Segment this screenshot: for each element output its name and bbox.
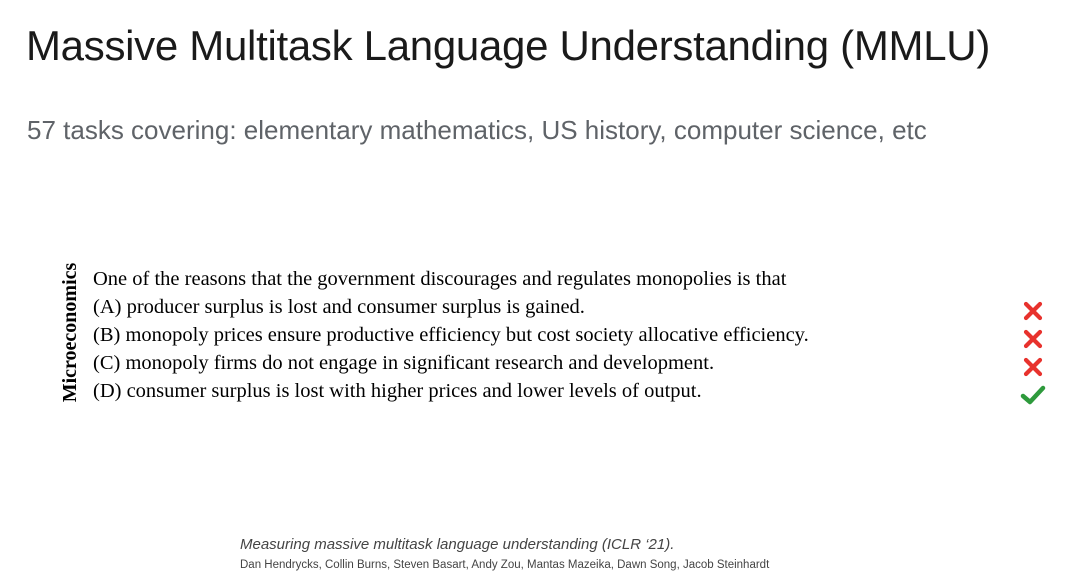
option-a: (A) producer surplus is lost and consumer surplus is gained. — [93, 296, 585, 318]
citation-reference: Measuring massive multitask language understanding (ICLR ‘21). — [240, 536, 675, 553]
cross-icon — [1022, 356, 1044, 378]
option-b-cross-icon — [1018, 325, 1048, 353]
check-icon — [1020, 384, 1046, 406]
option-a-cross-icon — [1018, 297, 1048, 325]
option-b: (B) monopoly prices ensure productive efficiency but cost society allocative efficiency. — [93, 324, 809, 346]
option-c-cross-icon — [1018, 353, 1048, 381]
question-block — [93, 265, 809, 405]
cross-icon — [1022, 300, 1044, 322]
citation-authors: Dan Hendrycks, Collin Burns, Steven Basart, Andy Zou, Mantas Mazeika, Dawn Song, Jacob Steinhardt — [240, 559, 770, 571]
question-text: One of the reasons that the government discourages and regulates monopolies is that — [93, 268, 787, 290]
subject-label: Microeconomics — [59, 262, 81, 403]
cross-icon — [1022, 328, 1044, 350]
answer-marks — [1018, 297, 1048, 409]
option-d: (D) consumer surplus is lost with higher prices and lower levels of output. — [93, 380, 702, 402]
option-c: (C) monopoly firms do not engage in significant research and development. — [93, 352, 715, 374]
slide-title: Massive Multitask Language Understanding (MMLU) — [26, 22, 991, 69]
citation — [240, 535, 769, 573]
slide-subtitle: 57 tasks covering: elementary mathematics, US history, computer science, etc — [27, 115, 927, 145]
option-d-check-icon — [1018, 381, 1048, 409]
